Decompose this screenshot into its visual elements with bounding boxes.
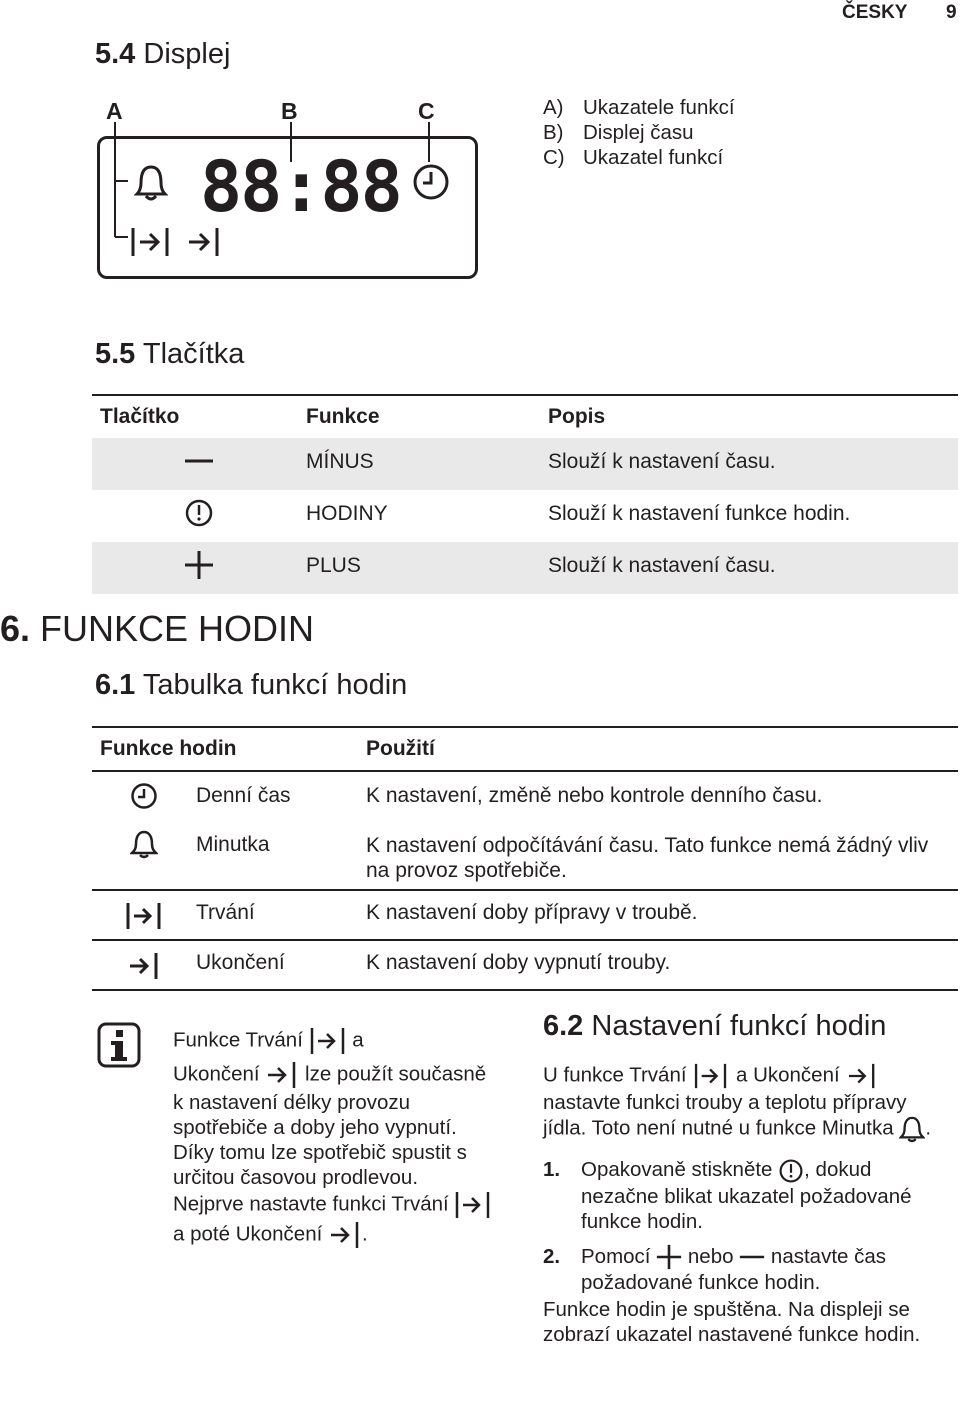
- label-b: B: [281, 98, 298, 124]
- table-header-row: [92, 728, 958, 771]
- section-title: Tabulka funkcí hodin: [142, 669, 408, 701]
- info-text: Funkce Trvání a Ukončení lze použít současně k nastavení délky provozu spotřebiče a doby jeho vypnutí. Díky tomu lze spotřebič spustit s určitou časovou prodlevou. Nejprve nastavte funkci Trvání a poté Ukončení .: [173, 1026, 493, 1250]
- clock-icon: [130, 782, 158, 810]
- intro-paragraph: U funkce Trvání a Ukončení nastavte funkci trouby a teplotu přípravy jídla. Toto není nutné u funkce Minutka .: [543, 1062, 953, 1143]
- chapter-6-heading: [0, 608, 314, 650]
- section-title: Displej: [143, 38, 231, 70]
- display-legend: [543, 95, 735, 170]
- clock-button-icon: [778, 1158, 804, 1184]
- section-number: 6.2: [543, 1010, 584, 1042]
- plus-icon: [184, 550, 214, 580]
- table-row: [92, 940, 958, 990]
- section-number: 5.4: [95, 38, 136, 70]
- end-time-icon: [186, 226, 222, 258]
- label-c: C: [418, 98, 435, 124]
- section-5-5-heading: [95, 338, 244, 371]
- function-cell: HODINY: [306, 502, 388, 525]
- use-cell: K nastavení, změně nebo kontrole denního času.: [366, 784, 823, 807]
- use-cell: K nastavení odpočítávání času. Tato funkce nemá žádný vliv na provoz spotřebiče.: [366, 834, 929, 882]
- header-language: ČESKY: [842, 2, 908, 23]
- column-header: Popis: [548, 405, 606, 428]
- end-time-icon: [127, 951, 161, 981]
- column-header: Tlačítko: [100, 405, 180, 428]
- section-title: Tlačítka: [142, 338, 245, 370]
- page-number: 9: [946, 2, 957, 23]
- function-cell: Denní čas: [196, 784, 291, 807]
- clock-functions-table: [92, 728, 958, 991]
- bell-icon: [899, 1115, 925, 1143]
- bell-icon: [134, 163, 168, 203]
- column-header: Použití: [366, 737, 435, 760]
- info-icon: [97, 1022, 141, 1068]
- description-cell: Slouží k nastavení času.: [548, 554, 776, 577]
- duration-icon: [130, 226, 172, 258]
- table-row: [92, 890, 958, 940]
- column-header: Funkce: [306, 405, 380, 428]
- duration-icon: [454, 1190, 492, 1220]
- section-6-2-heading: [543, 1010, 886, 1043]
- section-title: Nastavení funkcí hodin: [591, 1010, 887, 1042]
- end-time-icon: [328, 1220, 362, 1250]
- section-6-1-heading: [95, 669, 407, 702]
- section-number: 5.5: [95, 338, 136, 370]
- table-row: [92, 821, 958, 890]
- chapter-number: 6.: [0, 608, 31, 649]
- duration-icon: [125, 901, 163, 931]
- table-header-row: [92, 396, 958, 438]
- step-item: 1. Opakovaně stiskněte , dokud nezačne blikat ukazatel požadované funkce hodin.: [543, 1158, 912, 1233]
- use-cell: K nastavení doby vypnutí trouby.: [366, 951, 671, 974]
- clock-icon: [412, 163, 450, 201]
- duration-icon: [692, 1062, 730, 1090]
- minus-icon: [739, 1244, 765, 1270]
- table-row: [92, 438, 958, 490]
- function-cell: Trvání: [196, 901, 255, 924]
- legend-item: A) Ukazatele funkcí: [543, 96, 735, 119]
- column-header: Funkce hodin: [100, 737, 237, 760]
- outro-paragraph: Funkce hodin je spuštěna. Na displeji se zobrazí ukazatel nastavené funkce hodin.: [543, 1298, 921, 1347]
- display-digits: 88:88: [200, 146, 401, 228]
- legend-item: C) Ukazatel funkcí: [543, 146, 724, 169]
- function-cell: MÍNUS: [306, 450, 374, 473]
- end-time-icon: [845, 1062, 879, 1090]
- buttons-table: [92, 396, 958, 594]
- function-cell: Ukončení: [196, 951, 285, 974]
- description-cell: Slouží k nastavení času.: [548, 450, 776, 473]
- section-6-2-body: [543, 1062, 953, 1347]
- table-row: [92, 771, 958, 821]
- use-cell: K nastavení doby přípravy v troubě.: [366, 901, 698, 924]
- table-row: [92, 542, 958, 594]
- bell-icon: [130, 829, 158, 859]
- function-cell: PLUS: [306, 554, 361, 577]
- step-item: 2. Pomocí nebo nastavte čas požadované funkce hodin.: [543, 1244, 887, 1295]
- section-5-4-heading: [95, 38, 230, 71]
- legend-item: B) Displej času: [543, 121, 694, 144]
- end-time-icon: [265, 1060, 299, 1090]
- duration-icon: [309, 1026, 347, 1056]
- label-a: A: [106, 98, 123, 124]
- clock-button-icon: [184, 498, 214, 528]
- table-row: [92, 490, 958, 542]
- minus-icon: [184, 446, 214, 476]
- plus-icon: [656, 1244, 682, 1270]
- description-cell: Slouží k nastavení funkce hodin.: [548, 502, 851, 525]
- function-cell: Minutka: [196, 833, 270, 856]
- section-number: 6.1: [95, 669, 136, 701]
- chapter-title: FUNKCE HODIN: [40, 608, 315, 649]
